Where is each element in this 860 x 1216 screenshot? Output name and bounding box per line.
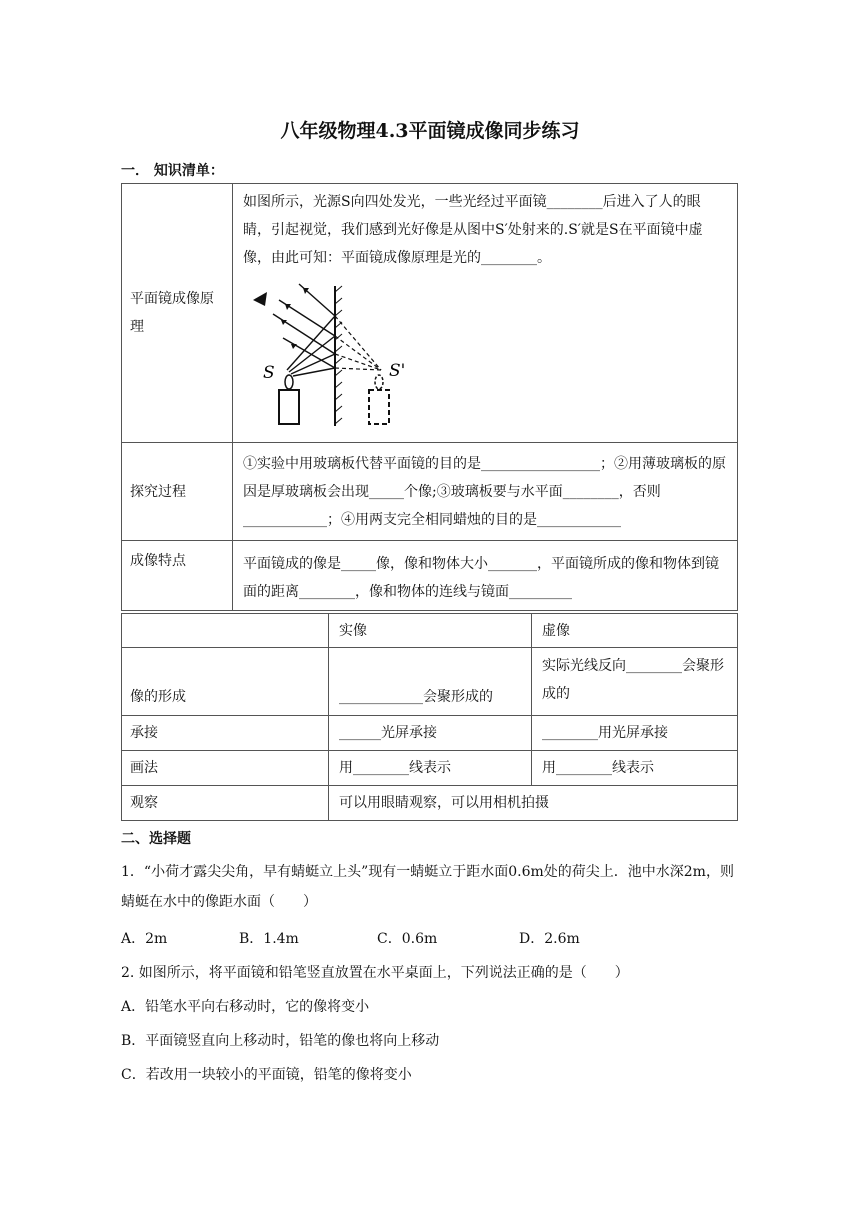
features-label: 成像特点 bbox=[122, 541, 233, 611]
observe-label: 观察 bbox=[122, 786, 329, 821]
question-1-options bbox=[121, 924, 741, 954]
header-virtual-image: 虚像 bbox=[532, 614, 738, 648]
page-title: 八年级物理4.3平面镜成像同步练习 bbox=[280, 120, 580, 142]
section-heading-knowledge: 一． 知识清单： bbox=[121, 163, 224, 179]
section-heading-choice: 二、选择题 bbox=[121, 831, 191, 847]
candle-shape bbox=[279, 390, 299, 424]
drawing-label: 画法 bbox=[122, 751, 329, 786]
question-2-option-c: C．若改用一块较小的平面镜，铅笔的像将变小 bbox=[121, 1067, 412, 1083]
question-1-option-c: C．0.6m bbox=[377, 931, 438, 947]
observe-text: 可以用眼睛观察，可以用相机拍摄 bbox=[329, 786, 738, 821]
principle-label: 平面镜成像原理 bbox=[122, 184, 233, 443]
drawing-virtual: 用________线表示 bbox=[532, 751, 738, 786]
comparison-corner-cell bbox=[122, 614, 329, 648]
question-1-option-a: A．2m bbox=[121, 931, 168, 947]
virtual-candle-shape bbox=[369, 390, 389, 424]
header-real-image: 实像 bbox=[329, 614, 532, 648]
source-label-s: S bbox=[263, 363, 275, 383]
receive-virtual: ________用光屏承接 bbox=[532, 716, 738, 751]
principle-text: 如图所示，光源S向四处发光，一些光经过平面镜________后进入了人的眼睛，引起视觉，我们感到光好像是从图中S′处射来的.S′就是S在平面镜中虚像，由此可知：平面镜成像原理是光的________。 bbox=[243, 194, 703, 266]
formation-real: ____________会聚形成的 bbox=[329, 648, 532, 716]
receive-real: ______光屏承接 bbox=[329, 716, 532, 751]
question-2-stem: 2. 如图所示，将平面镜和铅笔竖直放置在水平桌面上，下列说法正确的是（ ） bbox=[121, 965, 629, 981]
image-comparison-table bbox=[121, 613, 738, 821]
mirror-reflection-diagram bbox=[243, 278, 406, 428]
drawing-real: 用________线表示 bbox=[329, 751, 532, 786]
question-1-option-b: B．1.4m bbox=[239, 931, 299, 947]
formation-label: 像的形成 bbox=[122, 648, 329, 716]
receive-label: 承接 bbox=[122, 716, 329, 751]
question-1-stem: 1．“小荷才露尖尖角，早有蜻蜓立上头”现有一蜻蜓立于距水面0.6m处的荷尖上．池中水深2m，则蜻蜓在水中的像距水面（ ） bbox=[121, 864, 734, 910]
knowledge-table bbox=[121, 183, 738, 611]
image-label-s-prime: S' bbox=[389, 361, 406, 381]
formation-virtual: 实际光线反向________会聚形成的 bbox=[532, 648, 738, 716]
principle-cell bbox=[233, 184, 738, 443]
question-2-option-b: B．平面镜竖直向上移动时，铅笔的像也将向上移动 bbox=[121, 1033, 440, 1049]
features-text: 平面镜成的像是_____像，像和物体大小_______，平面镜所成的像和物体到镜面的距离________，像和物体的连线与镜面_________ bbox=[233, 541, 738, 611]
eye-icon bbox=[253, 292, 267, 306]
process-text: ①实验中用玻璃板代替平面镜的目的是_________________；②用薄玻璃板的原因是厚玻璃板会出现_____个像;③玻璃板要与水平面________，否则____________；④用两支完全相同蜡烛的目的是____________ bbox=[233, 443, 738, 541]
question-1-option-d: D．2.6m bbox=[519, 931, 580, 947]
question-2-option-a: A．铅笔水平向右移动时，它的像将变小 bbox=[121, 999, 370, 1015]
process-label: 探究过程 bbox=[122, 443, 233, 541]
